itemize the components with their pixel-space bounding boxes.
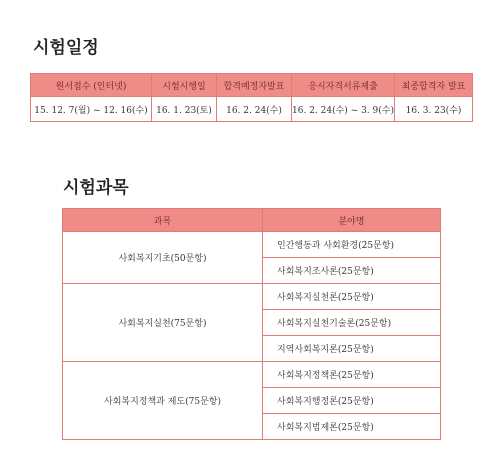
field-cell: 사회복지실천기술론(25문항) xyxy=(263,310,441,336)
schedule-table xyxy=(30,73,473,122)
subject-cell: 사회복지실천(75문항) xyxy=(63,284,263,362)
field-cell: 지역사회복지론(25문항) xyxy=(263,336,441,362)
schedule-cell: 16. 2. 24(수) xyxy=(217,97,292,122)
field-cell: 사회복지조사론(25문항) xyxy=(263,258,441,284)
field-cell: 사회복지법제론(25문항) xyxy=(263,414,441,440)
schedule-cell: 16. 2. 24(수) ~ 3. 9(수) xyxy=(292,97,395,122)
schedule-header-cell: 원서접수 (인터넷) xyxy=(31,74,152,97)
schedule-header-cell: 합격예정자발표 xyxy=(217,74,292,97)
field-cell: 사회복지실천론(25문항) xyxy=(263,284,441,310)
field-cell: 사회복지행정론(25문항) xyxy=(263,388,441,414)
field-cell: 인간행동과 사회환경(25문항) xyxy=(263,232,441,258)
schedule-header-cell: 최종합격자 발표 xyxy=(395,74,473,97)
subjects-header-cell: 분야명 xyxy=(263,209,441,232)
schedule-row xyxy=(31,97,473,122)
schedule-cell: 16. 3. 23(수) xyxy=(395,97,473,122)
subject-cell: 사회복지기초(50문항) xyxy=(63,232,263,284)
schedule-header-cell: 응시자격서류제출 xyxy=(292,74,395,97)
subjects-title: 시험과목 xyxy=(63,178,129,198)
table-row xyxy=(63,284,441,310)
subjects-header-row xyxy=(63,209,441,232)
schedule-cell: 15. 12. 7(월) ~ 12. 16(수) xyxy=(31,97,152,122)
schedule-cell: 16. 1. 23(토) xyxy=(152,97,217,122)
field-cell: 사회복지정책론(25문항) xyxy=(263,362,441,388)
schedule-header-row xyxy=(31,74,473,97)
schedule-title: 시험일정 xyxy=(33,38,99,58)
subject-cell: 사회복지정책과 제도(75문항) xyxy=(63,362,263,440)
subjects-header-cell: 과목 xyxy=(63,209,263,232)
table-row xyxy=(63,232,441,258)
schedule-header-cell: 시험시행일 xyxy=(152,74,217,97)
subjects-table xyxy=(62,208,441,440)
table-row xyxy=(63,362,441,388)
